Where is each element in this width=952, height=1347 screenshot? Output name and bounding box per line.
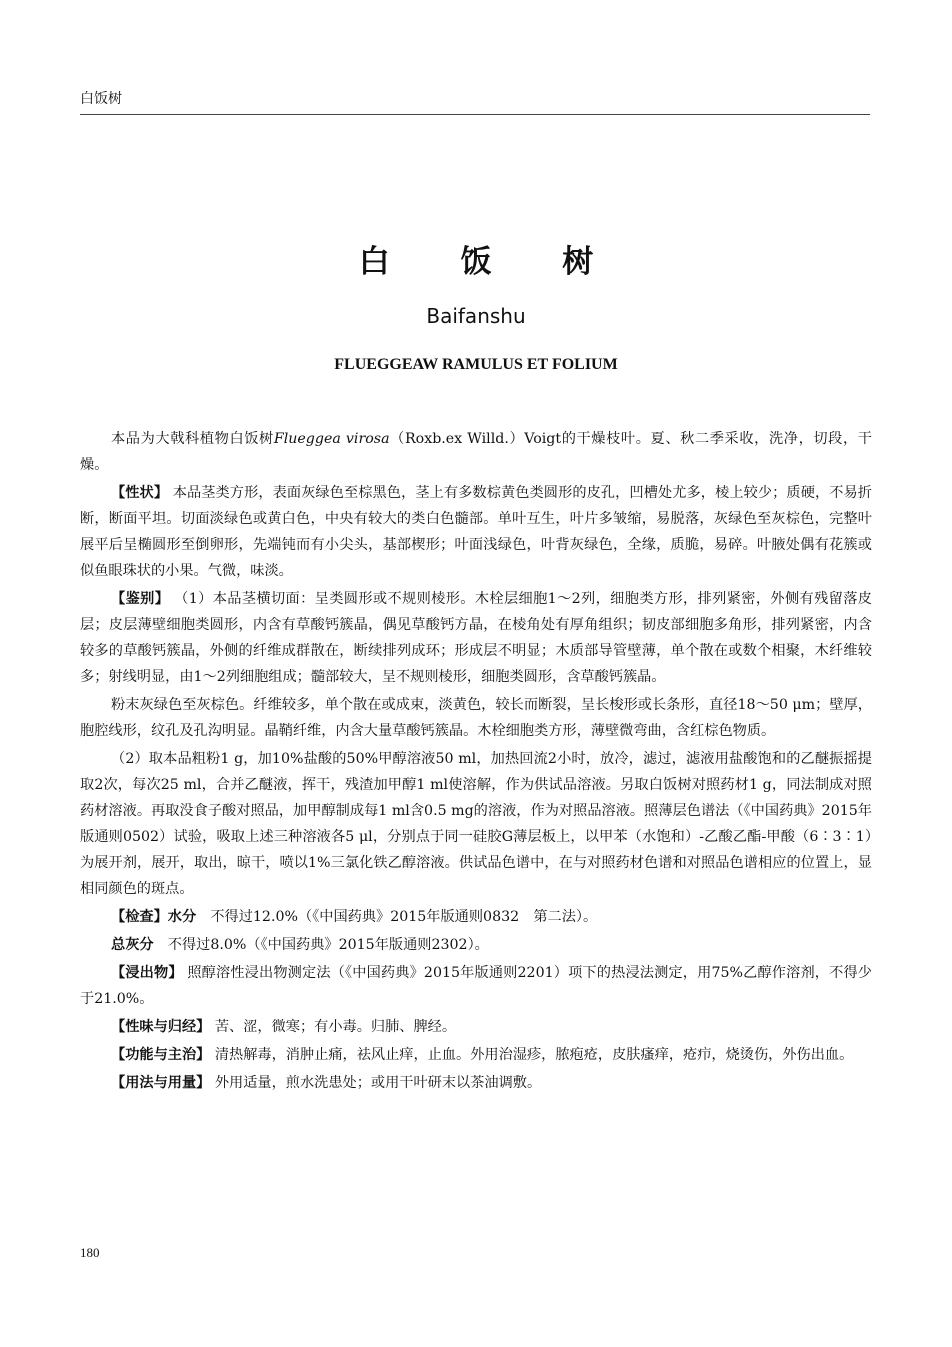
inspection-heading: 【检查】水分 [111,909,197,925]
running-head: 白饭树 [80,91,122,107]
function-paragraph [80,1042,872,1068]
extract-heading: 【浸出物】 [111,965,183,981]
pinyin-title: Baifanshu [426,304,526,328]
monograph-body [80,426,872,1098]
property-paragraph [80,1014,872,1040]
extract-paragraph [80,960,872,1012]
description-paragraph [80,480,872,584]
description-heading: 【性状】 [111,485,169,501]
property-text: 苦、涩，微寒；有小毒。归肺、脾经。 [214,1019,457,1035]
powder-paragraph [80,692,872,744]
identification-heading: 【鉴别】 [111,591,170,607]
property-heading: 【性味与归经】 [111,1019,211,1035]
page-number: 180 [80,1245,100,1260]
tlc-paragraph [80,746,872,902]
species-latin-name: Flueggea virosa [273,431,390,447]
intro-post: （Roxb.ex Willd.）Voigt的干燥枝叶。夏、秋二季采收，洗净，切段，干燥。 [80,431,872,473]
identification-text: （1）本品茎横切面：呈类圆形或不规则棱形。木栓层细胞1～2列，细胞类方形，排列紧密，外侧有残留落皮层；皮层薄壁细胞类圆形，内含有草酸钙簇晶，偶见草酸钙方晶，在棱角处有厚角组织；韧皮部细胞多角形，排列紧密，内含较多的草酸钙簇晶，外侧的纤维成群散在，断续排列成环；形成层不明显；木质部导管壁薄，单个散在或数个相聚，木纤维较多；射线明显，由1～2列细胞组成；髓部较大，呈不规则棱形，细胞类圆形，含草酸钙簇晶。 [80,591,872,685]
inspection-paragraph [80,904,872,930]
tlc-text: （2）取本品粗粉1 g，加10%盐酸的50%甲醇溶液50 ml，加热回流2小时，放冷，滤过，滤液用盐酸饱和的乙醚振摇提取2次，每次25 ml，合并乙醚液，挥干，残渣加甲醇1 ml使溶解，作为供试品溶液。另取白饭树对照药材1 g，同法制成对照药材溶液。再取没食子酸对照品，加甲醇制成每1 ml含0.5 mg的溶液，作为对照品溶液。照薄层色谱法（《中国药典》2015年版通则0502）试验，吸取上述三种溶液各5 μl，分别点于同一硅胶G薄层板上，以甲苯（水饱和）-乙酸乙酯-甲酸（6∶3∶1）为展开剂，展开，取出，晾干，喷以1%三氯化铁乙醇溶液。供试品色谱中，在与对照药材色谱和对照品色谱相应的位置上，显相同颜色的斑点。 [80,751,872,897]
function-heading: 【功能与主治】 [111,1047,211,1063]
latin-title: FLUEGGEAW RAMULUS ET FOLIUM [334,356,618,373]
function-text: 清热解毒，消肿止痛，祛风止痒，止血。外用治湿疹，脓疱疮，皮肤瘙痒，疮疖，烧烫伤，外伤出血。 [214,1047,854,1063]
identification-paragraph [80,586,872,690]
intro-pre: 本品为大戟科植物白饭树 [111,431,274,447]
total-ash-paragraph [80,932,872,958]
inspection-text: 不得过12.0%（《中国药典》2015年版通则0832 第二法）。 [210,909,598,925]
header-rule [80,114,870,115]
usage-paragraph [80,1070,872,1096]
powder-text: 粉末灰绿色至灰棕色。纤维较多，单个散在或成束，淡黄色，较长而断裂，呈长梭形或长条形，直径18～50 μm；壁厚，胞腔线形，纹孔及孔沟明显。晶鞘纤维，内含大量草酸钙簇晶。木栓细胞类方形，薄壁微弯曲，含红棕色物质。 [80,697,872,739]
usage-text: 外用适量，煎水洗患处；或用干叶研末以茶油调敷。 [214,1075,542,1091]
usage-heading: 【用法与用量】 [111,1075,211,1091]
description-text: 本品茎类方形，表面灰绿色至棕黑色，茎上有多数棕黄色类圆形的皮孔，凹槽处尤多，棱上较少；质硬，不易折断，断面平坦。切面淡绿色或黄白色，中央有较大的类白色髓部。单叶互生，叶片多皱缩，易脱落，灰绿色至灰棕色，完整叶展平后呈椭圆形至倒卵形，先端钝而有小尖头，基部楔形；叶面浅绿色，叶背灰绿色，全缘，质脆，易碎。叶腋处偶有花簇或似鱼眼珠状的小果。气微，味淡。 [80,485,872,579]
total-ash-heading: 总灰分 [111,937,154,953]
page-title: 白 饭 树 [358,244,624,280]
extract-text: 照醇溶性浸出物测定法（《中国药典》2015年版通则2201）项下的热浸法测定，用75%乙醇作溶剂，不得少于21.0%。 [80,965,872,1007]
total-ash-text: 不得过8.0%（《中国药典》2015年版通则2302）。 [167,937,489,953]
intro-paragraph [80,426,872,478]
